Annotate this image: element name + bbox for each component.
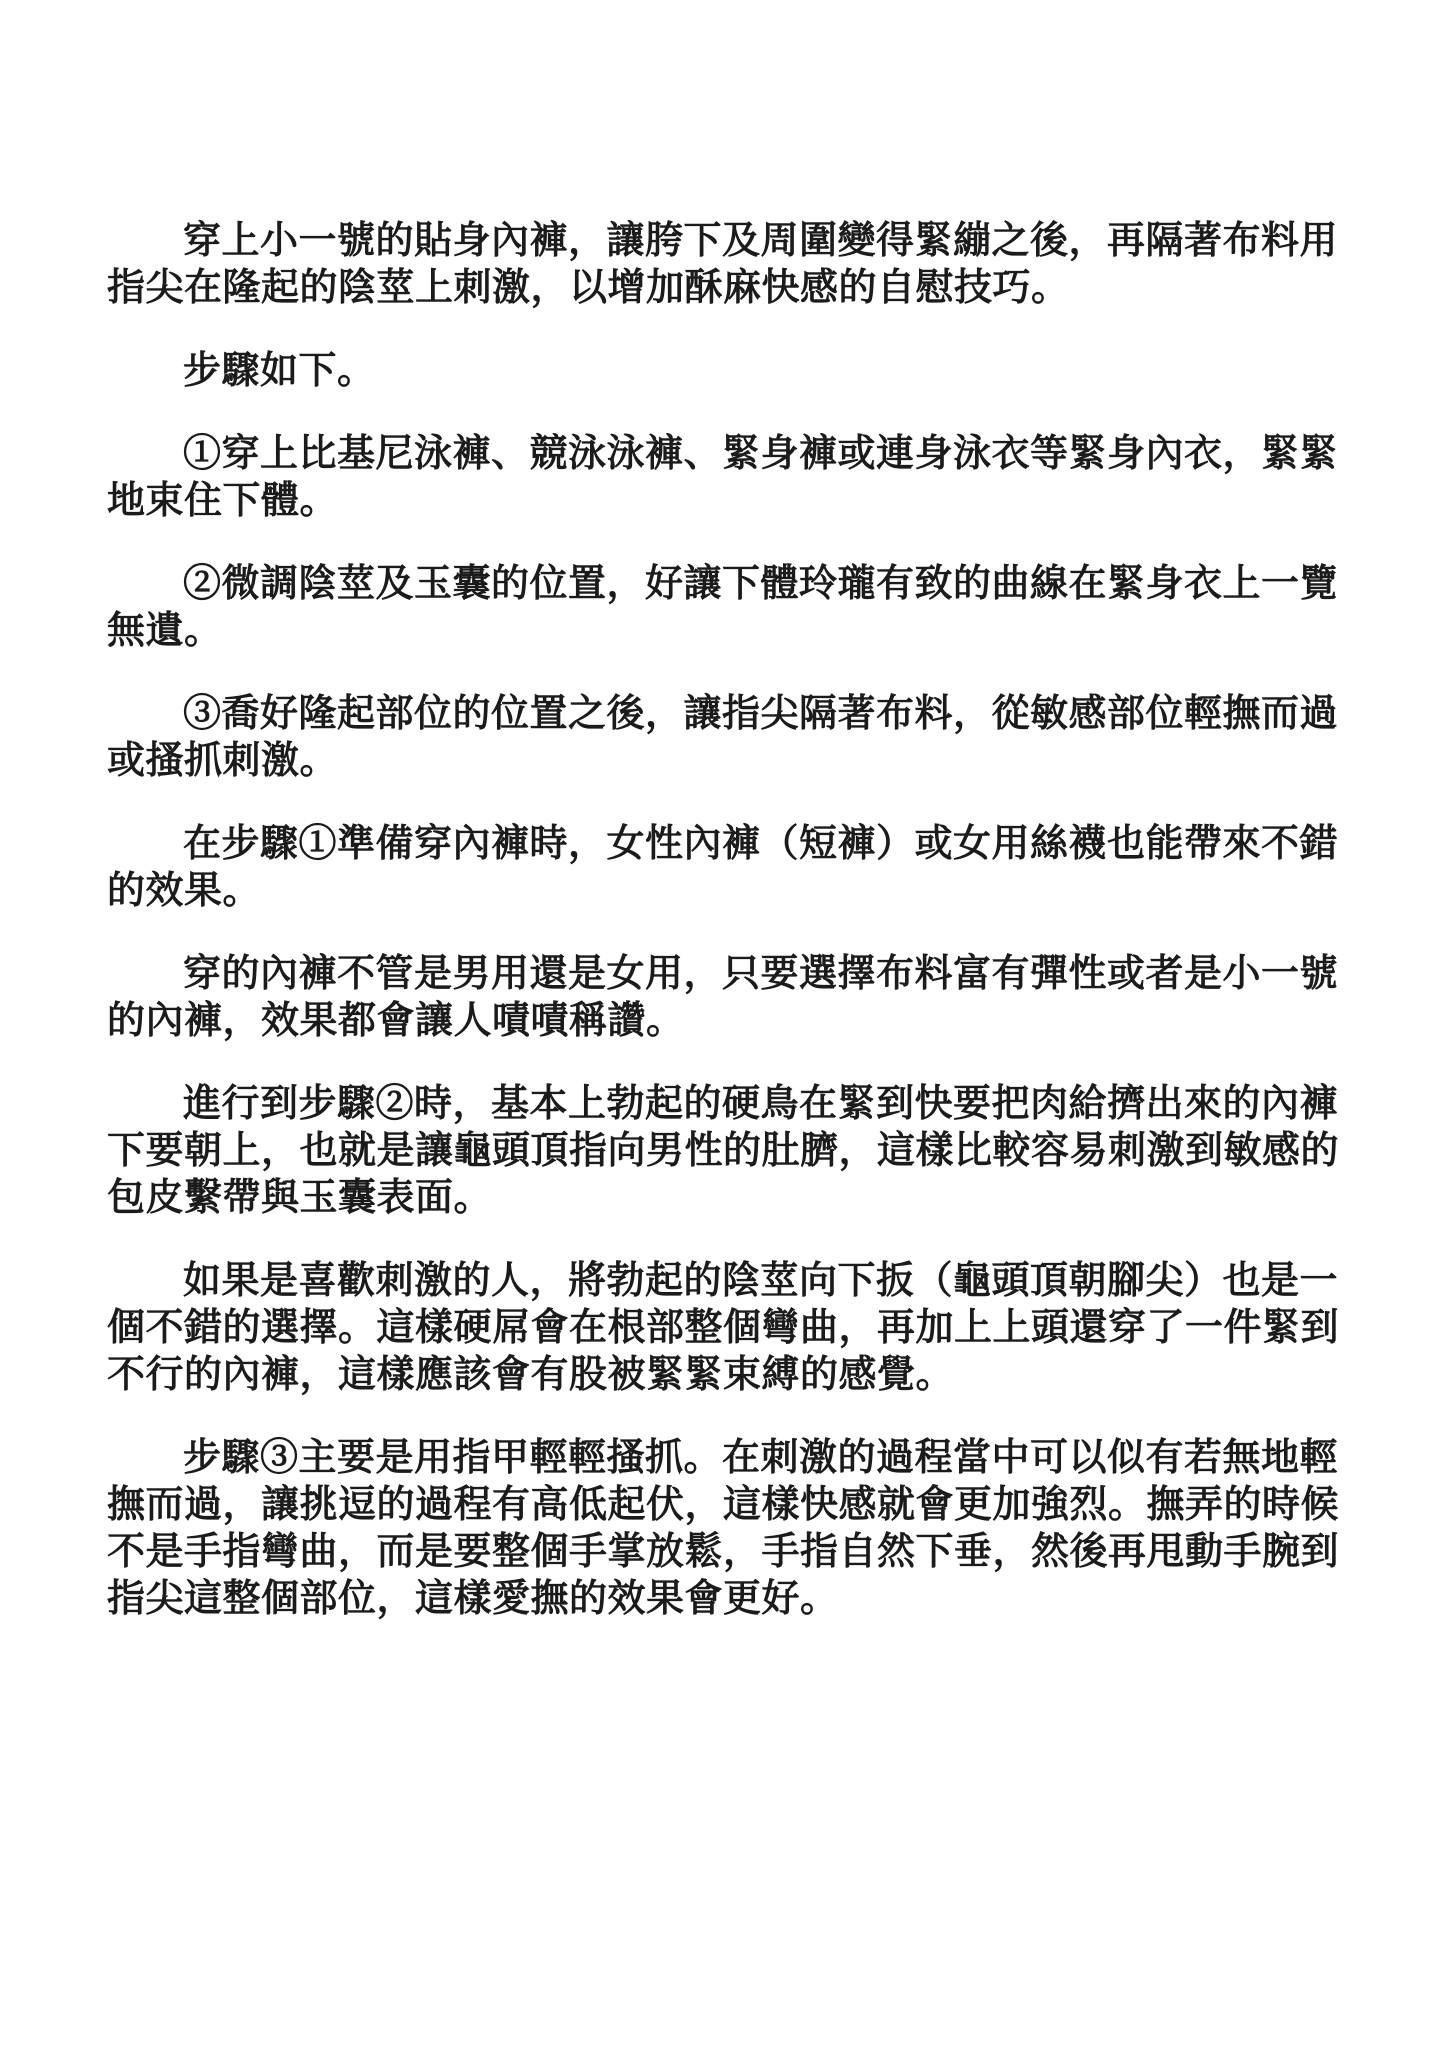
text-line: 步驟③主要是用指甲輕輕搔抓。在刺激的過程當中可以似有若無地輕 [183, 1437, 1339, 1479]
paragraph [107, 348, 1339, 395]
paragraph [107, 561, 1339, 655]
paragraph [107, 1258, 1339, 1399]
text-line: 指尖在隆起的陰莖上刺激，以增加酥麻快感的自慰技巧。 [107, 267, 1070, 309]
text-line: 穿上小一號的貼身內褲，讓胯下及周圍變得緊繃之後，再隔著布料用 [183, 220, 1339, 262]
text-line: 的效果。 [107, 870, 262, 912]
text-line: 進行到步驟②時，基本上勃起的硬鳥在緊到快要把肉給擠出來的內褲 [183, 1083, 1339, 1125]
paragraph [107, 431, 1339, 525]
text-line: 包皮繫帶與玉囊表面。 [107, 1177, 493, 1219]
text-line: 不行的內褲，這樣應該會有股被緊緊束縛的感覺。 [107, 1354, 955, 1396]
paragraph [107, 951, 1339, 1045]
text-line: 無遺。 [107, 610, 223, 652]
text-line: 個不錯的選擇。這樣硬屌會在根部整個彎曲，再加上上頭還穿了一件緊到 [107, 1307, 1340, 1349]
text-line: 不是手指彎曲，而是要整個手掌放鬆，手指自然下垂，然後再甩動手腕到 [107, 1531, 1340, 1573]
text-line: ①穿上比基尼泳褲、競泳泳褲、緊身褲或連身泳衣等緊身內衣，緊緊 [183, 433, 1339, 475]
text-line: 如果是喜歡刺激的人，將勃起的陰莖向下扳（龜頭頂朝腳尖）也是一 [183, 1260, 1339, 1302]
text-line: 或搔抓刺激。 [107, 740, 339, 782]
text-line: 在步驟①準備穿內褲時，女性內褲（短褲）或女用絲襪也能帶來不錯 [183, 823, 1339, 865]
text-line: 撫而過，讓挑逗的過程有高低起伏，這樣快感就會更加強烈。撫弄的時候 [107, 1484, 1340, 1526]
paragraph [107, 1435, 1339, 1623]
text-line: 的內褲，效果都會讓人嘖嘖稱讚。 [107, 1000, 685, 1042]
text-line: ②微調陰莖及玉囊的位置，好讓下體玲瓏有致的曲線在緊身衣上一覽 [183, 563, 1339, 605]
text-line: 指尖這整個部位，這樣愛撫的效果會更好。 [107, 1578, 839, 1620]
text-line: ③喬好隆起部位的位置之後，讓指尖隔著布料，從敏感部位輕撫而過 [183, 693, 1339, 735]
paragraph [107, 821, 1339, 915]
text-line: 步驟如下。 [183, 350, 376, 392]
text-line: 穿的內褲不管是男用還是女用，只要選擇布料富有彈性或者是小一號 [183, 953, 1339, 995]
paragraph [107, 691, 1339, 785]
text-line: 地束住下體。 [107, 480, 339, 522]
paragraph [107, 1081, 1339, 1222]
paragraph [107, 218, 1339, 312]
text-line: 下要朝上，也就是讓龜頭頂指向男性的肚臍，這樣比較容易刺激到敏感的 [107, 1130, 1340, 1172]
body-text [107, 218, 1339, 1659]
